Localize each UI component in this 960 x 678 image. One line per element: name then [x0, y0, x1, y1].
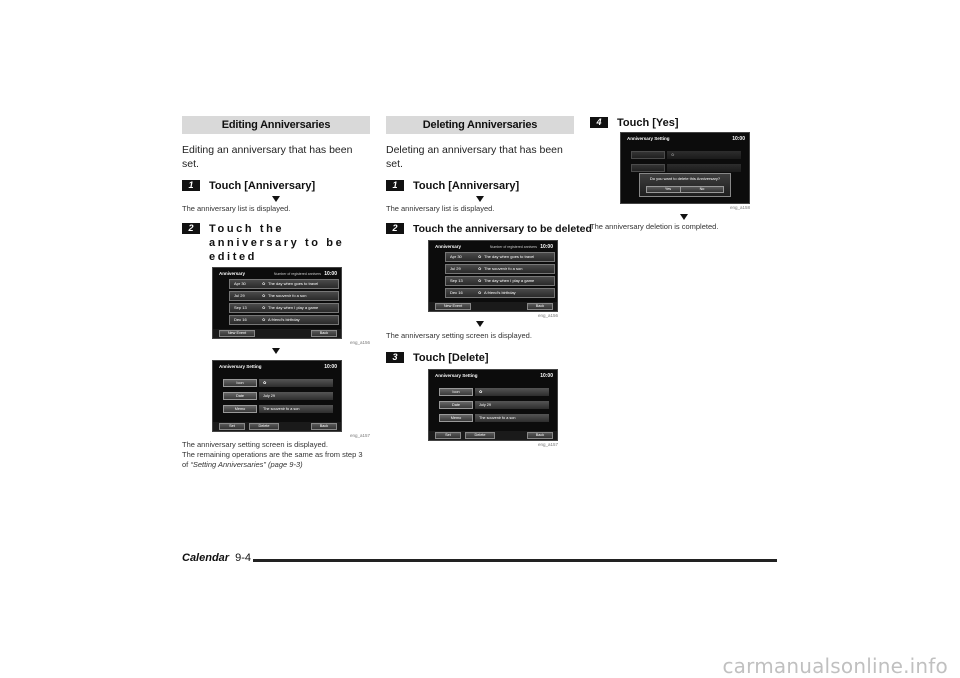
icon-value	[667, 151, 741, 159]
anniversary-row[interactable]: Jul 29 ✿ The souvenir fo a son	[445, 264, 555, 274]
step-note: The anniversary list is displayed.	[182, 204, 291, 213]
down-arrow-icon	[476, 196, 484, 202]
confirm-dialog	[639, 173, 731, 197]
deleting-anniversaries-column	[386, 116, 592, 448]
yes-button[interactable]: Yes	[646, 186, 690, 193]
memo-value: The souvenir fo a son	[475, 414, 549, 422]
anniversary-icon: ✿	[478, 254, 482, 259]
intro-text: Deleting an anniversary that has been set.	[386, 144, 563, 170]
date-label	[631, 164, 665, 172]
anniversary-row[interactable]: Sep 13 ✿ The day when I play a game	[229, 303, 339, 313]
step-note: The remaining operations are the same as from step 3	[182, 450, 363, 459]
date-value: July 29	[475, 401, 549, 409]
icon-value	[259, 379, 333, 387]
step-text: Touch the anniversary to be edited	[209, 223, 345, 263]
intro-text: Editing an anniversary that has been set.	[182, 144, 353, 170]
anniversary-icon: ✿	[478, 266, 482, 271]
new-event-button[interactable]: New Event	[435, 303, 471, 310]
step-number: 2	[386, 223, 404, 234]
confirm-question: Do you want to delete this Anniversary?	[649, 176, 721, 181]
step-note: The anniversary deletion is completed.	[590, 222, 719, 231]
anniversary-icon: ✿	[263, 381, 267, 385]
anniversary-list-screen	[212, 267, 342, 339]
step-1	[182, 179, 370, 193]
screen-subtitle: Number of registered annivers	[273, 272, 321, 276]
step-2	[386, 222, 592, 236]
screen-clock: 10:00	[732, 136, 745, 142]
screen-title: Anniversary Setting	[219, 364, 262, 369]
footer-chapter: Calendar	[182, 552, 230, 564]
new-event-button[interactable]: New Event	[219, 330, 255, 337]
step-number: 2	[182, 223, 200, 234]
step-note-reference: of “Setting Anniversaries” (page 9-3)	[182, 460, 303, 469]
anniversary-row[interactable]: Apr 30 ✿ The day when goes to travel	[229, 279, 339, 289]
date-label[interactable]: Date	[223, 392, 257, 400]
back-button[interactable]: Back	[527, 303, 553, 310]
footer-rule	[253, 559, 777, 562]
back-button[interactable]: Back	[311, 423, 337, 430]
section-heading: Deleting Anniversaries	[386, 116, 574, 134]
anniversary-row[interactable]: Sep 13 ✿ The day when I play a game	[445, 276, 555, 286]
screen-title: Anniversary	[435, 244, 462, 249]
no-button[interactable]: No	[680, 186, 724, 193]
icon-label[interactable]: Icon	[439, 388, 473, 396]
step-number: 1	[182, 180, 200, 191]
anniversary-setting-screen	[428, 369, 558, 441]
screen-clock: 10:00	[324, 364, 337, 370]
step-text: Touch [Anniversary]	[413, 180, 520, 192]
step-4	[590, 116, 778, 130]
step-1	[386, 179, 574, 193]
date-label[interactable]: Date	[439, 401, 473, 409]
step-text: Touch [Delete]	[413, 352, 489, 364]
delete-button[interactable]: Delete	[249, 423, 279, 430]
screen-clock: 10:00	[540, 244, 553, 250]
memo-value: The souvenir fo a son	[259, 405, 333, 413]
icon-label[interactable]: Icon	[223, 379, 257, 387]
image-caption: eng_a157	[537, 442, 558, 447]
icon-value	[475, 388, 549, 396]
step-number: 4	[590, 117, 608, 128]
icon-label	[631, 151, 665, 159]
step-number: 3	[386, 352, 404, 363]
image-caption: eng_a156	[537, 313, 558, 318]
set-button[interactable]: Set	[219, 423, 245, 430]
down-arrow-icon	[272, 348, 280, 354]
section-heading: Editing Anniversaries	[182, 116, 370, 134]
memo-label[interactable]: Memo	[439, 414, 473, 422]
step-3	[386, 351, 574, 365]
anniversary-row[interactable]: Dec 16 ✿ A friend's birthday	[229, 315, 339, 325]
anniversary-row[interactable]: Dec 16 ✿ A friend's birthday	[445, 288, 555, 298]
anniversary-icon: ✿	[262, 317, 266, 322]
screen-clock: 10:00	[540, 373, 553, 379]
step-2	[182, 222, 370, 264]
set-button[interactable]: Set	[435, 432, 461, 439]
down-arrow-icon	[272, 196, 280, 202]
anniversary-setting-screen	[212, 360, 342, 432]
footer-page-number: 9-4	[235, 552, 251, 564]
image-caption: eng_a157	[349, 433, 370, 438]
page-footer	[182, 552, 251, 564]
step-note: The anniversary setting screen is displayed.	[182, 440, 328, 449]
anniversary-icon: ✿	[671, 153, 675, 157]
date-value: July 29	[259, 392, 333, 400]
anniversary-icon: ✿	[478, 290, 482, 295]
screen-subtitle: Number of registered annivers	[489, 245, 537, 249]
step-note: The anniversary list is displayed.	[386, 204, 495, 213]
screen-clock: 10:00	[324, 271, 337, 277]
down-arrow-icon	[680, 214, 688, 220]
anniversary-icon: ✿	[262, 281, 266, 286]
anniversary-row[interactable]: Jul 29 ✿ The souvenir fo a son	[229, 291, 339, 301]
anniversary-icon: ✿	[262, 293, 266, 298]
deleting-anniversaries-continued-column	[590, 116, 778, 232]
page-reference: “Setting Anniversaries” (page 9-3)	[190, 460, 303, 469]
editing-anniversaries-column	[182, 116, 370, 470]
step-text: Touch [Yes]	[617, 117, 679, 129]
back-button[interactable]: Back	[527, 432, 553, 439]
screen-title: Anniversary Setting	[435, 373, 478, 378]
screen-title: Anniversary	[219, 271, 246, 276]
delete-button[interactable]: Delete	[465, 432, 495, 439]
back-button[interactable]: Back	[311, 330, 337, 337]
step-number: 1	[386, 180, 404, 191]
anniversary-icon: ✿	[478, 278, 482, 283]
delete-confirm-screen	[620, 132, 750, 204]
step-note: The anniversary setting screen is displayed.	[386, 331, 532, 340]
down-arrow-icon	[476, 321, 484, 327]
date-value	[667, 164, 741, 172]
image-caption: eng_a158	[729, 205, 750, 210]
step-text: Touch [Anniversary]	[209, 180, 316, 192]
anniversary-icon: ✿	[479, 390, 483, 394]
image-caption: eng_a156	[349, 340, 370, 345]
anniversary-row[interactable]: Apr 30 ✿ The day when goes to travel	[445, 252, 555, 262]
screen-title: Anniversary Setting	[627, 136, 670, 141]
anniversary-icon: ✿	[262, 305, 266, 310]
anniversary-list-screen	[428, 240, 558, 312]
step-text: Touch the anniversary to be deleted	[413, 223, 592, 235]
watermark: carmanualsonline.info	[722, 654, 948, 678]
memo-label[interactable]: Memo	[223, 405, 257, 413]
